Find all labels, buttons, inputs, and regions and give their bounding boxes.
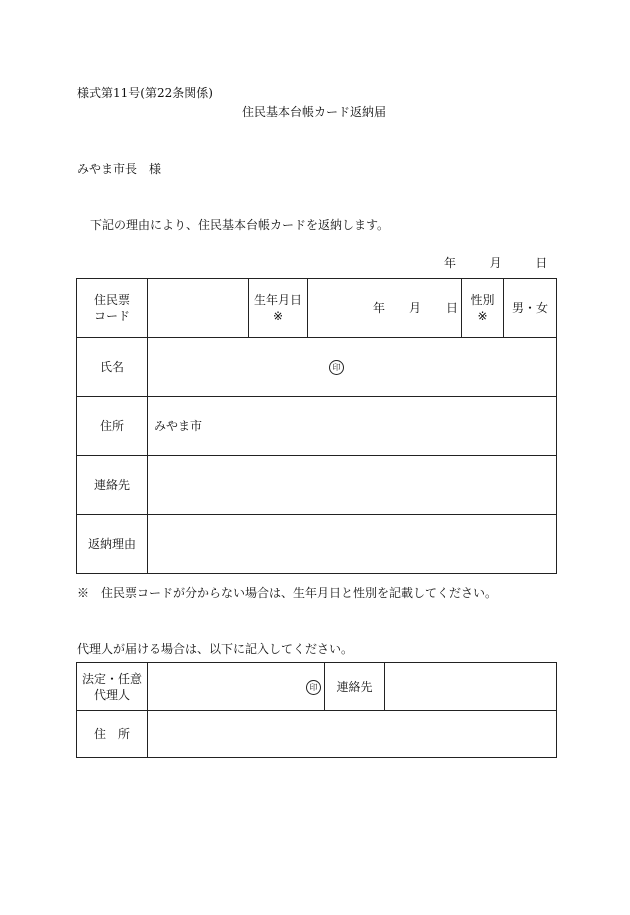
birth-year-label: 年 [373,301,386,315]
address-field[interactable] [148,397,557,456]
birth-date-field[interactable] [308,279,462,338]
name-field[interactable] [148,338,557,397]
date-month-label: 月 [489,256,502,270]
date-day-label: 日 [535,256,548,270]
seal-icon: 印 [329,360,344,375]
submission-date [444,254,547,271]
form-number: 様式第11号(第22条関係) [77,86,213,100]
row-agent [77,663,557,711]
form-title: 住民基本台帳カード返納届 [242,105,387,119]
address-prefix: みやま市 [154,419,203,433]
addressee: みやま市長 様 [77,162,162,176]
row-agent-address [77,711,557,758]
agent-contact-label: 連絡先 [325,663,385,711]
birth-date-label: 生年月日 ※ [249,279,308,338]
agent-contact-field[interactable] [385,663,557,711]
row-contact [77,456,557,515]
birth-day-label: 日 [446,301,459,315]
resident-code-label: 住民票 コード [77,279,148,338]
agent-label: 法定・任意 代理人 [77,663,148,711]
main-form-table [76,278,557,574]
agent-seal-icon: 印 [306,680,321,695]
agent-address-field[interactable] [148,711,557,758]
date-year-label: 年 [444,256,457,270]
contact-label: 連絡先 [77,456,148,515]
name-label: 氏名 [77,338,148,397]
resident-code-field[interactable] [148,279,249,338]
row-resident-code [77,279,557,338]
sex-label: 性別 ※ [462,279,504,338]
agent-address-label: 住 所 [77,711,148,758]
agent-form-table [76,662,557,758]
note-text: ※ 住民票コードが分からない場合は、生年月日と性別を記載してください。 [77,586,498,600]
birth-month-label: 月 [409,301,422,315]
agent-name-field[interactable] [148,663,325,711]
row-reason [77,515,557,574]
contact-field[interactable] [148,456,557,515]
agent-intro: 代理人が届ける場合は、以下に記入してください。 [77,642,354,656]
sex-options[interactable]: 男・女 [504,279,557,338]
reason-label: 返納理由 [77,515,148,574]
row-address [77,397,557,456]
statement: 下記の理由により、住民基本台帳カードを返納します。 [90,218,390,232]
address-label: 住所 [77,397,148,456]
reason-field[interactable] [148,515,557,574]
row-name [77,338,557,397]
